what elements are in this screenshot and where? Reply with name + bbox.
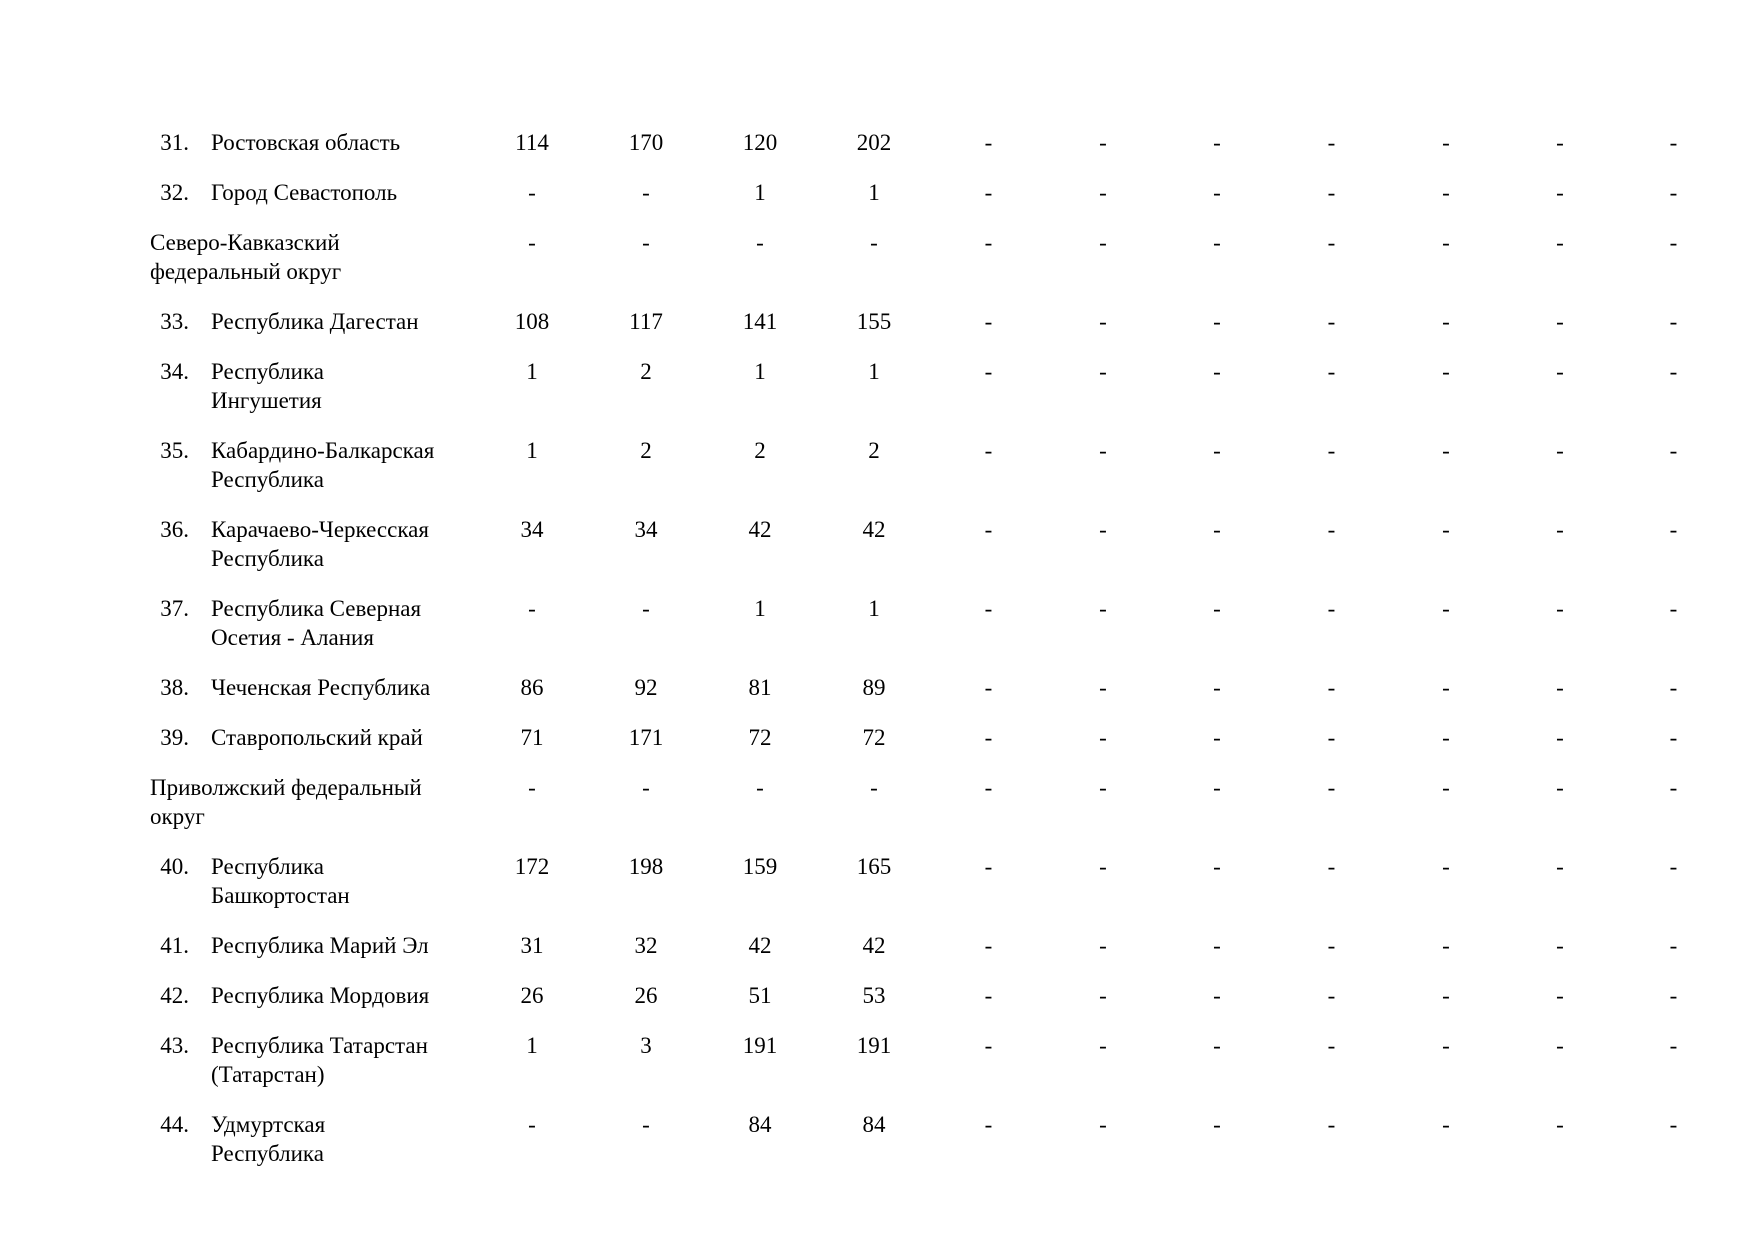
- value-cell: -: [984, 675, 993, 700]
- value-cell: -: [1556, 854, 1564, 879]
- region-name: [211, 594, 475, 673]
- value-cell: 42: [862, 933, 886, 958]
- value-cell: -: [984, 230, 993, 255]
- region-name-line: Республика Мордовия: [211, 983, 430, 1008]
- value-cell: -: [1327, 596, 1336, 621]
- value-cell: 26: [520, 983, 544, 1008]
- table-body: [150, 128, 1730, 1189]
- value-cell: -: [1099, 675, 1107, 700]
- region-name: [211, 931, 475, 981]
- value-cell: -: [1669, 359, 1678, 384]
- region-name: [211, 128, 475, 178]
- value-cell: -: [984, 725, 993, 750]
- value-cell: 72: [862, 725, 886, 750]
- value-cell: -: [1099, 854, 1107, 879]
- value-cell: 171: [628, 725, 664, 750]
- value-cell: 141: [742, 309, 778, 334]
- value-cell: -: [1669, 775, 1678, 800]
- value-cell: -: [1556, 983, 1564, 1008]
- value-cell: -: [1099, 359, 1107, 384]
- value-cell: -: [1556, 675, 1564, 700]
- region-name: [211, 357, 475, 436]
- value-cell: -: [1669, 933, 1678, 958]
- value-cell: -: [528, 1112, 536, 1137]
- value-cell: -: [1099, 596, 1107, 621]
- district-name-line: округ: [150, 804, 205, 829]
- value-cell: 170: [628, 130, 664, 155]
- region-name-line: Республика: [211, 467, 324, 492]
- value-cell: -: [984, 1033, 993, 1058]
- region-name-line: Республика: [211, 1141, 324, 1166]
- value-cell: -: [1556, 309, 1564, 334]
- value-cell: 3: [640, 1033, 652, 1058]
- value-cell: -: [528, 596, 536, 621]
- regions-table: [150, 128, 1730, 1189]
- region-name: [211, 1110, 475, 1189]
- value-cell: -: [1213, 438, 1221, 463]
- value-cell: 114: [515, 130, 549, 155]
- value-cell: -: [1556, 725, 1564, 750]
- value-cell: -: [1213, 130, 1221, 155]
- row-number: 35.: [160, 438, 189, 463]
- value-cell: 53: [862, 983, 886, 1008]
- region-name: [211, 673, 475, 723]
- value-cell: -: [1213, 1112, 1221, 1137]
- value-cell: -: [1669, 130, 1678, 155]
- value-cell: -: [984, 775, 993, 800]
- value-cell: -: [642, 1112, 650, 1137]
- district-name: [150, 228, 475, 307]
- value-cell: -: [1556, 359, 1564, 384]
- value-cell: -: [1327, 230, 1336, 255]
- region-name-line: Чеченская Республика: [211, 675, 431, 700]
- table-row: [150, 1031, 1730, 1110]
- value-cell: 34: [634, 517, 658, 542]
- value-cell: 1: [868, 180, 880, 205]
- region-name-line: Осетия - Алания: [211, 625, 374, 650]
- value-cell: -: [1669, 309, 1678, 334]
- district-name-line: федеральный округ: [150, 259, 342, 284]
- value-cell: 1: [868, 596, 880, 621]
- value-cell: 120: [742, 130, 778, 155]
- value-cell: 1: [868, 359, 880, 384]
- value-cell: 71: [520, 725, 544, 750]
- value-cell: -: [1556, 775, 1564, 800]
- value-cell: -: [1327, 983, 1336, 1008]
- value-cell: -: [1099, 309, 1107, 334]
- value-cell: 31: [520, 933, 544, 958]
- value-cell: -: [870, 775, 878, 800]
- table-row: [150, 931, 1730, 981]
- row-number: 43.: [160, 1033, 189, 1058]
- district-name-line: Приволжский федеральный: [150, 775, 422, 800]
- value-cell: 159: [742, 854, 778, 879]
- value-cell: 42: [748, 933, 772, 958]
- value-cell: 202: [856, 130, 892, 155]
- value-cell: 42: [748, 517, 772, 542]
- value-cell: -: [1327, 933, 1336, 958]
- value-cell: -: [528, 230, 536, 255]
- value-cell: -: [1213, 309, 1221, 334]
- value-cell: 165: [856, 854, 892, 879]
- value-cell: -: [1669, 1033, 1678, 1058]
- value-cell: -: [1442, 438, 1450, 463]
- value-cell: -: [1442, 230, 1450, 255]
- region-name-line: Республика Дагестан: [211, 309, 419, 334]
- region-name-line: Республика Татарстан: [211, 1033, 428, 1058]
- row-number: 44.: [160, 1112, 189, 1137]
- value-cell: -: [1556, 438, 1564, 463]
- value-cell: -: [984, 854, 993, 879]
- value-cell: -: [1669, 854, 1678, 879]
- value-cell: -: [984, 438, 993, 463]
- value-cell: -: [1327, 675, 1336, 700]
- row-number: 40.: [160, 854, 189, 879]
- value-cell: -: [1099, 775, 1107, 800]
- value-cell: 117: [629, 309, 663, 334]
- value-cell: -: [1213, 1033, 1221, 1058]
- value-cell: -: [1669, 1112, 1678, 1137]
- value-cell: -: [1327, 725, 1336, 750]
- value-cell: -: [984, 309, 993, 334]
- value-cell: -: [1327, 1033, 1336, 1058]
- value-cell: -: [1099, 983, 1107, 1008]
- value-cell: -: [1099, 725, 1107, 750]
- value-cell: -: [528, 775, 536, 800]
- value-cell: 198: [628, 854, 664, 879]
- value-cell: 92: [634, 675, 658, 700]
- row-number: 34.: [160, 359, 189, 384]
- value-cell: -: [984, 130, 993, 155]
- value-cell: -: [1669, 438, 1678, 463]
- region-name: [211, 723, 475, 773]
- value-cell: 108: [514, 309, 550, 334]
- region-name-line: Удмуртская: [211, 1112, 326, 1137]
- value-cell: -: [756, 230, 764, 255]
- district-row: [150, 773, 1730, 852]
- value-cell: 1: [754, 596, 766, 621]
- region-name-line: Республика: [211, 854, 324, 879]
- region-name-line: Ингушетия: [211, 388, 322, 413]
- value-cell: -: [756, 775, 764, 800]
- value-cell: -: [984, 180, 993, 205]
- table-row: [150, 307, 1730, 357]
- value-cell: 155: [856, 309, 892, 334]
- row-number: 38.: [160, 675, 189, 700]
- value-cell: -: [1327, 309, 1336, 334]
- value-cell: -: [1556, 1033, 1564, 1058]
- value-cell: 81: [748, 675, 772, 700]
- value-cell: -: [1669, 983, 1678, 1008]
- value-cell: -: [1669, 725, 1678, 750]
- value-cell: 172: [514, 854, 550, 879]
- table-row: [150, 594, 1730, 673]
- region-name-line: (Татарстан): [211, 1062, 325, 1087]
- value-cell: -: [1669, 180, 1678, 205]
- value-cell: 84: [748, 1112, 772, 1137]
- value-cell: -: [1669, 230, 1678, 255]
- value-cell: -: [984, 359, 993, 384]
- row-number: 42.: [160, 983, 189, 1008]
- value-cell: -: [1099, 180, 1107, 205]
- value-cell: 191: [856, 1033, 892, 1058]
- value-cell: 84: [862, 1112, 886, 1137]
- value-cell: -: [1099, 1112, 1107, 1137]
- value-cell: -: [1442, 130, 1450, 155]
- value-cell: 32: [634, 933, 658, 958]
- value-cell: -: [1442, 725, 1450, 750]
- table-row: [150, 723, 1730, 773]
- value-cell: 42: [862, 517, 886, 542]
- row-number: 41.: [160, 933, 189, 958]
- value-cell: -: [1213, 596, 1221, 621]
- region-name-line: Республика: [211, 359, 324, 384]
- table-row: [150, 1110, 1730, 1189]
- value-cell: -: [1556, 1112, 1564, 1137]
- value-cell: -: [1442, 933, 1450, 958]
- value-cell: -: [1556, 130, 1564, 155]
- table-row: [150, 436, 1730, 515]
- region-name-line: Ростовская область: [211, 130, 401, 155]
- value-cell: -: [1669, 675, 1678, 700]
- value-cell: -: [1327, 438, 1336, 463]
- value-cell: -: [870, 230, 878, 255]
- value-cell: -: [1669, 596, 1678, 621]
- value-cell: -: [1442, 775, 1450, 800]
- value-cell: -: [1213, 180, 1221, 205]
- value-cell: 2: [868, 438, 880, 463]
- table-row: [150, 515, 1730, 594]
- row-number: 36.: [160, 517, 189, 542]
- value-cell: -: [984, 596, 993, 621]
- value-cell: -: [1099, 130, 1107, 155]
- table-row: [150, 357, 1730, 436]
- value-cell: -: [1442, 596, 1450, 621]
- value-cell: -: [1099, 438, 1107, 463]
- value-cell: -: [1442, 1112, 1450, 1137]
- value-cell: -: [1327, 359, 1336, 384]
- value-cell: 89: [862, 675, 886, 700]
- value-cell: 1: [754, 180, 766, 205]
- region-name: [211, 981, 475, 1031]
- value-cell: 72: [748, 725, 772, 750]
- value-cell: -: [1442, 180, 1450, 205]
- value-cell: -: [1556, 230, 1564, 255]
- value-cell: -: [1327, 854, 1336, 879]
- value-cell: -: [1669, 517, 1678, 542]
- value-cell: -: [1213, 675, 1221, 700]
- table-row: [150, 178, 1730, 228]
- value-cell: 51: [748, 983, 772, 1008]
- value-cell: -: [1442, 517, 1450, 542]
- value-cell: 1: [526, 359, 538, 384]
- value-cell: -: [642, 596, 650, 621]
- value-cell: -: [1327, 130, 1336, 155]
- value-cell: -: [984, 517, 993, 542]
- value-cell: -: [1556, 517, 1564, 542]
- region-name: [211, 852, 475, 931]
- value-cell: 26: [634, 983, 658, 1008]
- value-cell: -: [1213, 359, 1221, 384]
- value-cell: -: [1099, 933, 1107, 958]
- region-name-line: Республика: [211, 546, 324, 571]
- value-cell: -: [1327, 517, 1336, 542]
- value-cell: -: [1213, 230, 1221, 255]
- district-row: [150, 228, 1730, 307]
- table-row: [150, 852, 1730, 931]
- row-number: 39.: [160, 725, 189, 750]
- row-number: 37.: [160, 596, 189, 621]
- region-name-line: Карачаево-Черкесская: [211, 517, 429, 542]
- row-number: 32.: [160, 180, 189, 205]
- value-cell: -: [984, 983, 993, 1008]
- table-row: [150, 981, 1730, 1031]
- value-cell: 1: [526, 1033, 538, 1058]
- value-cell: -: [1442, 359, 1450, 384]
- region-name: [211, 436, 475, 515]
- value-cell: -: [1556, 596, 1564, 621]
- value-cell: -: [642, 230, 650, 255]
- value-cell: -: [1099, 1033, 1107, 1058]
- district-name: [150, 773, 475, 852]
- row-number: 31.: [160, 130, 189, 155]
- value-cell: 1: [526, 438, 538, 463]
- value-cell: 2: [640, 359, 652, 384]
- value-cell: -: [984, 1112, 993, 1137]
- value-cell: -: [1327, 180, 1336, 205]
- region-name-line: Республика Северная: [211, 596, 422, 621]
- value-cell: -: [1213, 775, 1221, 800]
- value-cell: -: [1213, 517, 1221, 542]
- value-cell: -: [1327, 775, 1336, 800]
- value-cell: -: [1213, 983, 1221, 1008]
- value-cell: -: [1213, 933, 1221, 958]
- value-cell: -: [1099, 517, 1107, 542]
- value-cell: 191: [742, 1033, 778, 1058]
- region-name: [211, 515, 475, 594]
- region-name-line: Республика Марий Эл: [211, 933, 429, 958]
- value-cell: -: [642, 775, 650, 800]
- value-cell: 86: [520, 675, 544, 700]
- district-name-line: Северо-Кавказский: [150, 230, 340, 255]
- value-cell: 34: [520, 517, 544, 542]
- value-cell: 1: [754, 359, 766, 384]
- region-name: [211, 178, 475, 228]
- value-cell: -: [1442, 309, 1450, 334]
- region-name: [211, 307, 475, 357]
- value-cell: -: [1213, 725, 1221, 750]
- value-cell: -: [1556, 180, 1564, 205]
- value-cell: 2: [640, 438, 652, 463]
- region-name-line: Кабардино-Балкарская: [211, 438, 435, 463]
- region-name-line: Ставропольский край: [211, 725, 423, 750]
- value-cell: -: [1442, 854, 1450, 879]
- value-cell: -: [1442, 1033, 1450, 1058]
- value-cell: -: [528, 180, 536, 205]
- table-row: [150, 673, 1730, 723]
- document-page: [150, 128, 1678, 1189]
- row-number: 33.: [160, 309, 189, 334]
- region-name-line: Город Севастополь: [211, 180, 398, 205]
- region-name: [211, 1031, 475, 1110]
- value-cell: -: [1442, 983, 1450, 1008]
- value-cell: -: [984, 933, 993, 958]
- value-cell: -: [1327, 1112, 1336, 1137]
- value-cell: -: [1556, 933, 1564, 958]
- value-cell: -: [1213, 854, 1221, 879]
- value-cell: -: [1442, 675, 1450, 700]
- value-cell: 2: [754, 438, 766, 463]
- region-name-line: Башкортостан: [211, 883, 350, 908]
- value-cell: -: [642, 180, 650, 205]
- table-row: [150, 128, 1730, 178]
- value-cell: -: [1099, 230, 1107, 255]
